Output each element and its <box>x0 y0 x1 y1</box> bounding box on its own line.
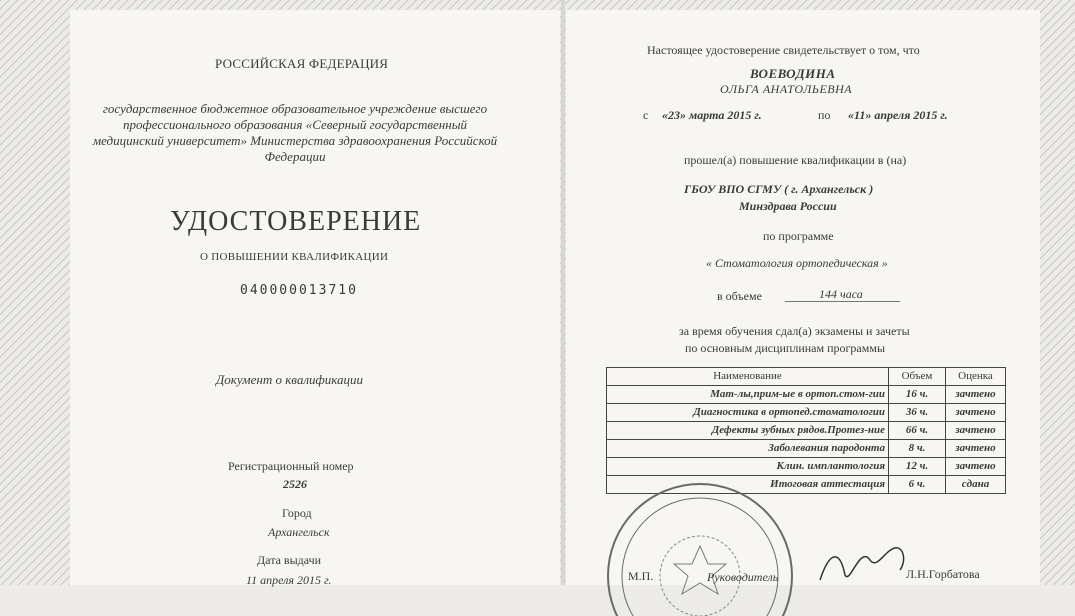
page-spine <box>561 0 565 585</box>
period-to-label: по <box>818 108 831 122</box>
discipline-hours: 16 ч. <box>889 386 946 404</box>
disciplines-table <box>606 367 1006 494</box>
issue-date-value: 11 апреля 2015 г. <box>246 573 332 587</box>
discipline-grade: зачтено <box>946 386 1006 404</box>
discipline-grade: зачтено <box>946 422 1006 440</box>
document-title: УДОСТОВЕРЕНИЕ <box>170 206 422 237</box>
discipline-hours: 66 ч. <box>889 422 946 440</box>
exams-text-line-2: по основным дисциплинам программы <box>685 341 886 355</box>
institution-name: государственное бюджетное образовательное учреждение высшего профессионального образования «Северный государственный медицинский университет» Министерства здравоохранения Российской Федерации <box>92 101 498 164</box>
volume-underline <box>785 301 900 302</box>
official-seal-stamp <box>600 476 800 616</box>
header-name: Наименование <box>607 368 889 386</box>
discipline-grade: зачтено <box>946 404 1006 422</box>
discipline-hours: 36 ч. <box>889 404 946 422</box>
discipline-hours: 8 ч. <box>889 440 946 458</box>
country-heading: РОССИЙСКАЯ ФЕДЕРАЦИЯ <box>215 56 389 71</box>
discipline-name: Дефекты зубных рядов.Протез-ние <box>607 422 889 440</box>
table-header-row <box>607 368 1006 386</box>
volume-value: 144 часа <box>819 287 863 301</box>
header-grade: Оценка <box>946 368 1006 386</box>
registration-label: Регистрационный номер <box>228 459 354 473</box>
discipline-hours: 6 ч. <box>889 476 946 494</box>
organization-line-2: Минздрава России <box>739 199 837 213</box>
stamp-place-label: М.П. <box>628 569 654 583</box>
document-type: Документ о квалификации <box>216 372 363 387</box>
table-row <box>607 458 1006 476</box>
discipline-name: Заболевания пародонта <box>607 440 889 458</box>
discipline-grade: сдана <box>946 476 1006 494</box>
signature <box>815 540 915 585</box>
header-hours: Объем <box>889 368 946 386</box>
discipline-name: Мат-лы,прим-ые в ортоп.стом-гии <box>607 386 889 404</box>
period-from-label: с <box>643 108 649 122</box>
city-value: Архангельск <box>268 525 330 539</box>
organization-line-1: ГБОУ ВПО СГМУ ( г. Архангельск ) <box>684 182 874 196</box>
issue-date-label: Дата выдачи <box>257 553 322 567</box>
head-label: Руководитель <box>707 570 779 584</box>
discipline-name: Диагностика в ортопед.стоматологии <box>607 404 889 422</box>
holder-given-names: ОЛЬГА АНАТОЛЬЕВНА <box>720 82 853 96</box>
exams-text-line-1: за время обучения сдал(а) экзамены и зачеты <box>679 324 910 338</box>
discipline-grade: зачтено <box>946 458 1006 476</box>
table-row <box>607 404 1006 422</box>
document-subtitle: О ПОВЫШЕНИИ КВАЛИФИКАЦИИ <box>200 251 389 263</box>
city-label: Город <box>282 506 312 520</box>
volume-label: в объеме <box>717 289 762 303</box>
head-name: Л.Н.Горбатова <box>906 567 980 581</box>
intro-text: Настоящее удостоверение свидетельствует о том, что <box>647 43 920 57</box>
document-number: 040000013710 <box>240 283 358 298</box>
registration-number: 2526 <box>283 477 307 491</box>
discipline-grade: зачтено <box>946 440 1006 458</box>
holder-surname: ВОЕВОДИНА <box>750 66 836 81</box>
period-to-date: «11» апреля 2015 г. <box>848 108 948 122</box>
period-from-date: «23» марта 2015 г. <box>662 108 762 122</box>
table-row <box>607 386 1006 404</box>
table-row <box>607 422 1006 440</box>
discipline-name: Итоговая аттестация <box>607 476 889 494</box>
table-row <box>607 440 1006 458</box>
program-label: по программе <box>763 229 834 243</box>
discipline-hours: 12 ч. <box>889 458 946 476</box>
program-name: « Стоматология ортопедическая » <box>706 256 888 270</box>
passed-text: прошел(а) повышение квалификации в (на) <box>684 153 907 167</box>
discipline-name: Клин. имплантология <box>607 458 889 476</box>
